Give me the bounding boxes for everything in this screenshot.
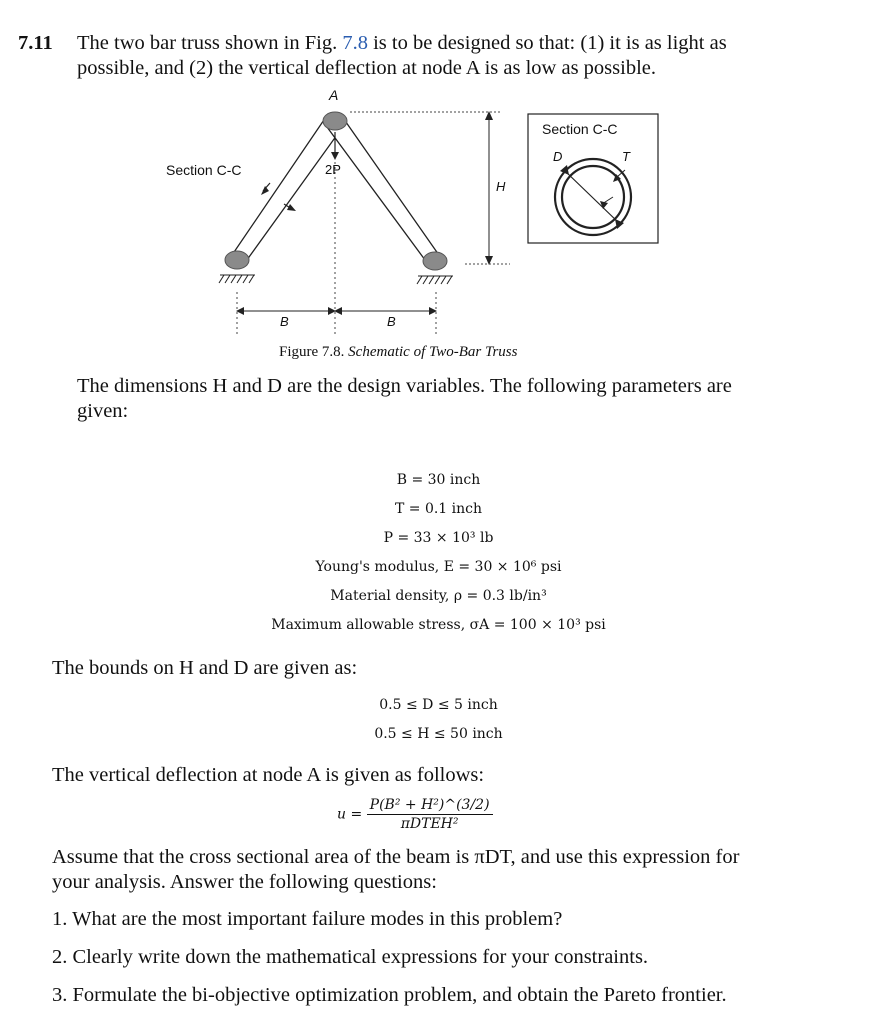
deflection-intro: The vertical deflection at node A is given as follows: xyxy=(52,764,485,786)
left-support-pin xyxy=(225,251,249,269)
node-a-pin xyxy=(323,112,347,130)
left-bar xyxy=(230,114,342,264)
design-vars-line1: The dimensions H and D are the design variables. The following parameters are xyxy=(77,375,732,397)
problem-number: 7.11 xyxy=(18,32,53,54)
left-ground-hatch xyxy=(219,275,255,283)
section-arrow-left xyxy=(261,186,269,195)
right-ground-hatch xyxy=(417,276,453,284)
label-thickness-t: T xyxy=(622,149,630,164)
deflection-numerator: P(B² + H²)^(3/2) xyxy=(367,797,493,815)
label-node-a: A xyxy=(329,87,339,103)
deflection-denominator: πDTEH² xyxy=(400,816,459,832)
param-b: B = 30 inch xyxy=(396,472,481,488)
deflection-formula xyxy=(337,797,493,832)
section-arrow-right xyxy=(287,204,296,211)
assume-line2: your analysis. Answer the following questions: xyxy=(52,871,437,893)
param-youngs-modulus: Young's modulus, E = 30 × 10⁶ psi xyxy=(315,559,562,575)
question-2: 2. Clearly write down the mathematical expressions for your constraints. xyxy=(52,946,649,968)
bound-d: 0.5 ≤ D ≤ 5 inch xyxy=(379,697,498,713)
figure-link[interactable]: 7.8 xyxy=(342,32,368,54)
label-b-right: B xyxy=(387,314,396,329)
bound-h: 0.5 ≤ H ≤ 50 inch xyxy=(374,726,503,742)
deflection-lhs: u = xyxy=(337,806,363,823)
right-support-pin xyxy=(423,252,447,270)
load-arrow xyxy=(331,152,339,160)
problem-intro-line2: possible, and (2) the vertical deflection at node A is as low as possible. xyxy=(77,57,656,79)
assume-line1: Assume that the cross sectional area of the beam is πDT, and use this expression for xyxy=(52,846,740,868)
param-density: Material density, ρ = 0.3 lb/in³ xyxy=(330,588,547,604)
label-load-2p: 2P xyxy=(325,162,341,177)
question-3: 3. Formulate the bi-objective optimization problem, and obtain the Pareto frontier. xyxy=(52,984,727,1006)
right-bar xyxy=(327,115,441,264)
param-allowable-stress: Maximum allowable stress, σA = 100 × 10³ psi xyxy=(271,617,606,633)
label-diameter-d: D xyxy=(553,149,563,164)
truss-figure xyxy=(0,0,877,340)
label-height-h: H xyxy=(496,179,506,194)
label-section-left: Section C-C xyxy=(166,162,242,178)
label-section-right: Section C-C xyxy=(542,121,618,137)
caption-text: Schematic of Two-Bar Truss xyxy=(348,344,518,360)
design-vars-line2: given: xyxy=(77,400,129,422)
intro-text-before-link: The two bar truss shown in Fig. xyxy=(77,32,343,54)
question-1: 1. What are the most important failure modes in this problem? xyxy=(52,908,563,930)
param-p: P = 33 × 10³ lb xyxy=(383,530,494,546)
bounds-intro: The bounds on H and D are given as: xyxy=(52,657,358,679)
label-b-left: B xyxy=(280,314,289,329)
figure-caption xyxy=(279,344,518,361)
intro-text-after-link: is to be designed so that: (1) it is as light as xyxy=(367,32,727,54)
caption-prefix: Figure 7.8. xyxy=(279,344,345,360)
param-t: T = 0.1 inch xyxy=(394,501,483,517)
